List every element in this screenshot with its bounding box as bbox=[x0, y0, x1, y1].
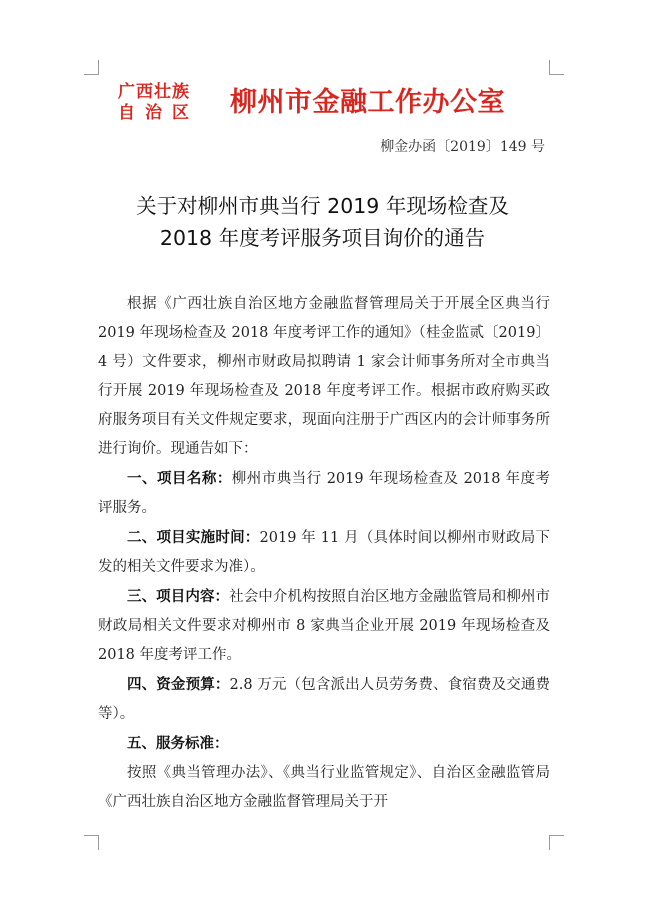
document-title-line2: 2018 年度考评服务项目询价的通告 bbox=[159, 226, 486, 250]
item-heading: 一、项目名称： bbox=[127, 470, 232, 487]
crop-mark-top-left bbox=[84, 60, 99, 75]
letterhead-region-line1: 广西壮族 bbox=[118, 82, 190, 102]
document-number: 柳金办函〔2019〕149 号 bbox=[380, 139, 545, 155]
item-heading: 四、资金预算： bbox=[127, 676, 230, 693]
item-service-standard bbox=[98, 729, 550, 759]
crop-mark-bottom-left bbox=[84, 835, 99, 850]
crop-mark-top-right bbox=[549, 60, 564, 75]
last-paragraph: 按照《典当管理办法》、《典当行业监管规定》、自治区金融监管局《广西壮族自治区地方金融监督管理局关于开 bbox=[98, 765, 550, 810]
item-budget bbox=[98, 670, 550, 729]
item-text: 柳州市典当行 2019 年现场检查及 2018 年度考评服务。 bbox=[98, 471, 550, 516]
letterhead-region-line2: 自治区 bbox=[118, 103, 199, 123]
item-text: 社会中介机构按照自治区地方金融监管局和柳州市财政局相关文件要求对柳州市 8 家典当企业开展 2019 年现场检查及 2018 年度考评工作。 bbox=[98, 589, 550, 663]
item-project-content bbox=[98, 582, 550, 670]
letterhead bbox=[118, 82, 538, 128]
document-body bbox=[98, 290, 550, 817]
item-text: 2019 年 11 月（具体时间以柳州市财政局下发的相关文件要求为准）。 bbox=[98, 530, 550, 575]
item-heading: 二、项目实施时间： bbox=[127, 529, 260, 546]
crop-mark-bottom-right bbox=[549, 835, 564, 850]
letterhead-office-name: 柳州市金融工作办公室 bbox=[230, 87, 505, 118]
item-text: 2.8 万元（包含派出人员劳务费、食宿费及交通费等）。 bbox=[98, 677, 551, 722]
intro-paragraph: 根据《广西壮族自治区地方金融监督管理局关于开展全区典当行 2019 年现场检查及 2018 年度考评工作的通知》（桂金监贰〔2019〕4 号）文件要求，柳州市财政局拟聘请 1 家会计师事务所对全市典当行开展 2019 年现场检查及 2018 年度考评工作。根据市政府购买政府服务项目有关文件规定要求，现面向注册于广西区内的会计师事务所进行询价。现通告如下： bbox=[98, 296, 550, 457]
item-implementation-time bbox=[98, 523, 550, 582]
item-heading: 三、项目内容： bbox=[127, 588, 230, 605]
item-project-name bbox=[98, 464, 550, 523]
item-heading: 五、服务标准： bbox=[127, 735, 229, 752]
document-title-line1: 关于对柳州市典当行 2019 年现场检查及 bbox=[136, 194, 509, 218]
